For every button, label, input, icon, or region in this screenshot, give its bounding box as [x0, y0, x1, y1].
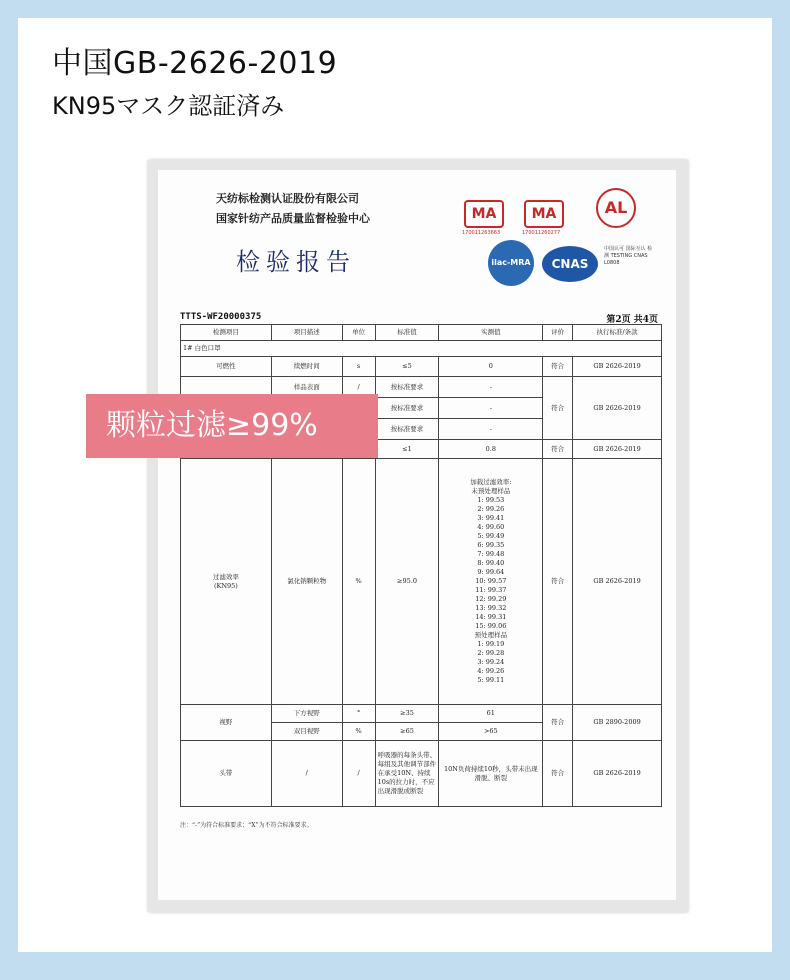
table-row	[181, 459, 662, 705]
heading-standard: 中国GB-2626-2019	[52, 46, 338, 81]
org-center: 国家针纺产品质量监督检验中心	[216, 212, 370, 225]
column-header: 执行标准/条款	[573, 325, 662, 341]
sample-section: 1# 白色口罩	[181, 341, 662, 357]
table-footnote: 注：“-”为符合标准要求；“X”为不符合标准要求。	[180, 822, 313, 829]
cell-eval: 符合	[543, 459, 573, 705]
cell-clause: GB 2626-2019	[573, 377, 662, 440]
cell-desc: 下方视野	[271, 705, 342, 723]
cell-std: 呼吸器的每条头带、每组及其他调节部件在承受10N、持续10s的拉力时，不应出现滑脱或断裂	[375, 741, 439, 807]
cell-unit: /	[342, 741, 375, 807]
cma-seal-2-number: 170011260277	[522, 230, 561, 236]
column-header: 检测项目	[181, 325, 272, 341]
cell-meas: -	[439, 419, 543, 440]
cell-item: 视野	[181, 705, 272, 741]
certificate-frame	[148, 160, 688, 912]
cell-meas: 0.8	[439, 440, 543, 459]
cell-desc: 样品表面	[271, 377, 342, 398]
cell-item: 过滤效率 (KN95)	[181, 459, 272, 705]
report-number: TTTS-WF20000375	[180, 312, 262, 322]
table-row	[181, 741, 662, 807]
cell-eval: 符合	[543, 440, 573, 459]
cma-seal-1: MA	[464, 200, 504, 228]
cnas-logo: CNAS	[542, 246, 598, 282]
cma-seal-1-number: 170011263663	[462, 230, 501, 236]
column-header: 单位	[342, 325, 375, 341]
cell-std: ≥35	[375, 705, 439, 723]
cell-std: ≤1	[375, 440, 439, 459]
cell-std: ≥95.0	[375, 459, 439, 705]
cell-desc: 续燃时间	[271, 357, 342, 377]
table-row	[181, 357, 662, 377]
cell-eval: 符合	[543, 705, 573, 741]
cell-eval: 符合	[543, 357, 573, 377]
cell-clause: GB 2626-2019	[573, 357, 662, 377]
cell-clause: GB 2626-2019	[573, 440, 662, 459]
table-header-row	[181, 325, 662, 341]
heading-certified: KN95マスク認証済み	[52, 92, 285, 120]
column-header: 标准值	[375, 325, 439, 341]
cell-eval: 符合	[543, 377, 573, 440]
cell-clause: GB 2626-2019	[573, 459, 662, 705]
org-name: 天纺标检测认证股份有限公司	[216, 192, 359, 205]
cell-unit: /	[342, 377, 375, 398]
cell-meas: 10N负荷持续10秒，头带未出现滑脱、断裂	[439, 741, 543, 807]
cell-desc: 双目视野	[271, 723, 342, 741]
cal-seal: AL	[596, 188, 636, 228]
cell-clause: GB 2626-2019	[573, 741, 662, 807]
cell-unit: °	[342, 705, 375, 723]
cma-seal-2: MA	[524, 200, 564, 228]
cell-unit: %	[342, 459, 375, 705]
cell-clause: GB 2890-2009	[573, 705, 662, 741]
cell-eval: 符合	[543, 741, 573, 807]
report-paper	[158, 170, 676, 900]
column-header: 实测值	[439, 325, 543, 341]
cell-desc: /	[271, 741, 342, 807]
table-row	[181, 705, 662, 723]
cell-meas: 加载过滤效率: 未预处理样品 1: 99.53 2: 99.26 3: 99.41 4: 99.60 5: 99.49 6: 99.35 7: 99.48 8: 99.40 9: 99.64 10: 99.57 11: 99.37 12: 99.29 13: 99.32 14: 99.31 15: 99.06 预处理样品 1: 99.19 2: 99.28 3: 99.24 4: 99.26 5: 99.11	[439, 459, 543, 705]
cell-meas: >65	[439, 723, 543, 741]
report-title: 检验报告	[236, 248, 356, 276]
cell-meas: -	[439, 377, 543, 398]
cell-meas: -	[439, 398, 543, 419]
cell-unit: %	[342, 723, 375, 741]
cell-desc: 氯化钠颗粒物	[271, 459, 342, 705]
filtration-badge: 颗粒过滤≥99%	[86, 394, 378, 458]
page-indicator: 第2页 共4页	[606, 315, 658, 325]
cell-item: 头带	[181, 741, 272, 807]
cell-meas: 61	[439, 705, 543, 723]
ilac-mra-logo: ilac-MRA	[488, 240, 534, 286]
cell-std: 按标准要求	[375, 419, 439, 440]
cell-meas: 0	[439, 357, 543, 377]
cell-item: 可燃性	[181, 357, 272, 377]
table-row	[181, 341, 662, 357]
cell-std: ≤5	[375, 357, 439, 377]
column-header: 项目描述	[271, 325, 342, 341]
cell-std: 按标准要求	[375, 398, 439, 419]
cell-std: ≥65	[375, 723, 439, 741]
column-header: 评价	[543, 325, 573, 341]
cell-unit: s	[342, 357, 375, 377]
cnas-caption: 中国认可 国际互认 检测 TESTING CNAS L0808	[604, 246, 653, 266]
cell-std: 按标准要求	[375, 377, 439, 398]
